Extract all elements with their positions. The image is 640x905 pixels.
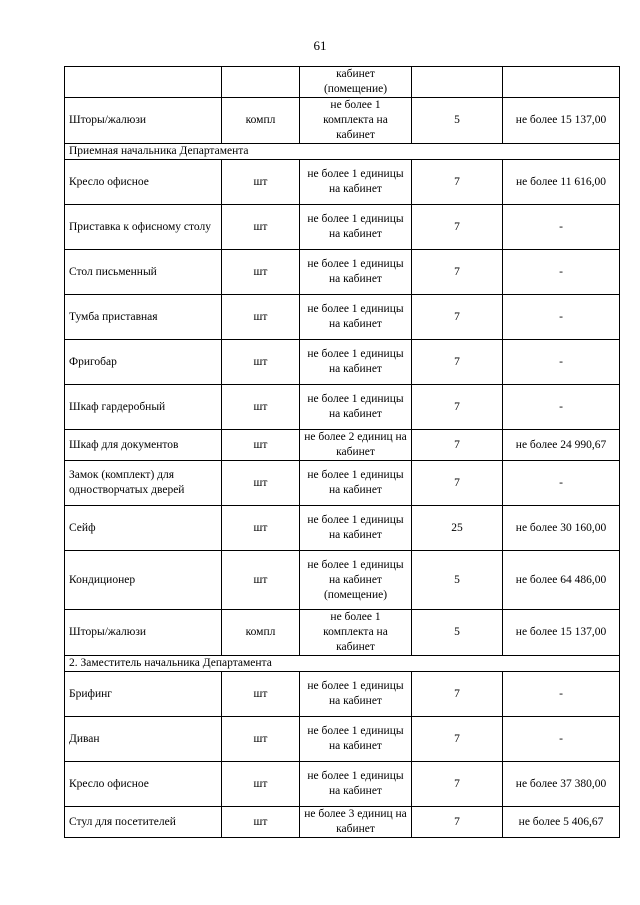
quantity-cell: 7 <box>412 205 503 250</box>
norm-cell: не более 1 единицы на кабинет <box>300 385 412 430</box>
norm-cell: не более 1 комплекта на кабинет <box>300 610 412 656</box>
unit-cell: компл <box>222 610 300 656</box>
table-row <box>65 385 620 430</box>
unit-cell: шт <box>222 551 300 610</box>
table-row <box>65 762 620 807</box>
item-name-cell: Фригобар <box>65 340 222 385</box>
quantity-cell: 7 <box>412 807 503 838</box>
price-cell: - <box>503 385 620 430</box>
norm-cell: не более 1 единицы на кабинет <box>300 506 412 551</box>
price-cell: не более 64 486,00 <box>503 551 620 610</box>
unit-cell: шт <box>222 506 300 551</box>
price-cell <box>503 67 620 98</box>
quantity-cell: 5 <box>412 551 503 610</box>
quantity-cell <box>412 67 503 98</box>
norm-cell: не более 1 единицы на кабинет <box>300 160 412 205</box>
price-cell: не более 5 406,67 <box>503 807 620 838</box>
table-row <box>65 295 620 340</box>
unit-cell <box>222 67 300 98</box>
item-name-cell: Брифинг <box>65 672 222 717</box>
norm-cell: не более 1 единицы на кабинет <box>300 205 412 250</box>
norm-cell: не более 1 единицы на кабинет <box>300 250 412 295</box>
item-name-cell: Диван <box>65 717 222 762</box>
table-row <box>65 430 620 461</box>
table-row <box>65 98 620 144</box>
unit-cell: шт <box>222 160 300 205</box>
norm-cell: не более 1 единицы на кабинет <box>300 340 412 385</box>
quantity-cell: 7 <box>412 762 503 807</box>
quantity-cell: 7 <box>412 340 503 385</box>
price-cell: - <box>503 250 620 295</box>
unit-cell: шт <box>222 205 300 250</box>
quantity-cell: 7 <box>412 385 503 430</box>
table-row <box>65 551 620 610</box>
norm-cell: не более 1 единицы на кабинет <box>300 762 412 807</box>
unit-cell: шт <box>222 461 300 506</box>
table-row <box>65 205 620 250</box>
quantity-cell: 7 <box>412 295 503 340</box>
norm-cell: не более 3 единиц на кабинет <box>300 807 412 838</box>
norms-table-body <box>65 67 620 838</box>
section-title: Приемная начальника Департамента <box>65 144 620 160</box>
quantity-cell: 7 <box>412 672 503 717</box>
item-name-cell: Шторы/жалюзи <box>65 610 222 656</box>
price-cell: не более 11 616,00 <box>503 160 620 205</box>
norm-cell: кабинет (помещение) <box>300 67 412 98</box>
item-name-cell: Кресло офисное <box>65 160 222 205</box>
unit-cell: шт <box>222 340 300 385</box>
quantity-cell: 25 <box>412 506 503 551</box>
norm-cell: не более 1 единицы на кабинет <box>300 672 412 717</box>
section-row <box>65 144 620 160</box>
unit-cell: компл <box>222 98 300 144</box>
unit-cell: шт <box>222 672 300 717</box>
section-row <box>65 656 620 672</box>
norm-cell: не более 1 единицы на кабинет <box>300 295 412 340</box>
page-number: 61 <box>313 38 327 53</box>
table-row <box>65 506 620 551</box>
norm-cell: не более 1 единицы на кабинет <box>300 717 412 762</box>
unit-cell: шт <box>222 385 300 430</box>
item-name-cell: Шкаф для документов <box>65 430 222 461</box>
price-cell: не более 15 137,00 <box>503 610 620 656</box>
norm-cell: не более 2 единиц на кабинет <box>300 430 412 461</box>
item-name-cell: Кондиционер <box>65 551 222 610</box>
norms-table <box>64 66 620 838</box>
item-name-cell: Замок (комплект) для одностворчатых дверей <box>65 461 222 506</box>
quantity-cell: 7 <box>412 430 503 461</box>
quantity-cell: 7 <box>412 461 503 506</box>
price-cell: не более 30 160,00 <box>503 506 620 551</box>
item-name-cell <box>65 67 222 98</box>
table-row <box>65 250 620 295</box>
norm-cell: не более 1 комплекта на кабинет <box>300 98 412 144</box>
table-row <box>65 340 620 385</box>
unit-cell: шт <box>222 762 300 807</box>
quantity-cell: 5 <box>412 98 503 144</box>
unit-cell: шт <box>222 250 300 295</box>
item-name-cell: Стол письменный <box>65 250 222 295</box>
item-name-cell: Шкаф гардеробный <box>65 385 222 430</box>
price-cell: - <box>503 205 620 250</box>
norm-cell: не более 1 единицы на кабинет (помещение) <box>300 551 412 610</box>
unit-cell: шт <box>222 430 300 461</box>
table-row <box>65 672 620 717</box>
price-cell: - <box>503 295 620 340</box>
norm-cell: не более 1 единицы на кабинет <box>300 461 412 506</box>
section-title: 2. Заместитель начальника Департамента <box>65 656 620 672</box>
unit-cell: шт <box>222 807 300 838</box>
price-cell: - <box>503 461 620 506</box>
price-cell: - <box>503 717 620 762</box>
table-row <box>65 717 620 762</box>
quantity-cell: 7 <box>412 250 503 295</box>
item-name-cell: Шторы/жалюзи <box>65 98 222 144</box>
unit-cell: шт <box>222 295 300 340</box>
item-name-cell: Стул для посетителей <box>65 807 222 838</box>
item-name-cell: Приставка к офисному столу <box>65 205 222 250</box>
item-name-cell: Тумба приставная <box>65 295 222 340</box>
item-name-cell: Сейф <box>65 506 222 551</box>
table-row <box>65 461 620 506</box>
unit-cell: шт <box>222 717 300 762</box>
quantity-cell: 7 <box>412 717 503 762</box>
table-row <box>65 67 620 98</box>
quantity-cell: 7 <box>412 160 503 205</box>
table-row <box>65 160 620 205</box>
price-cell: - <box>503 340 620 385</box>
table-row <box>65 610 620 656</box>
price-cell: не более 15 137,00 <box>503 98 620 144</box>
price-cell: - <box>503 672 620 717</box>
price-cell: не более 37 380,00 <box>503 762 620 807</box>
quantity-cell: 5 <box>412 610 503 656</box>
item-name-cell: Кресло офисное <box>65 762 222 807</box>
table-row <box>65 807 620 838</box>
price-cell: не более 24 990,67 <box>503 430 620 461</box>
